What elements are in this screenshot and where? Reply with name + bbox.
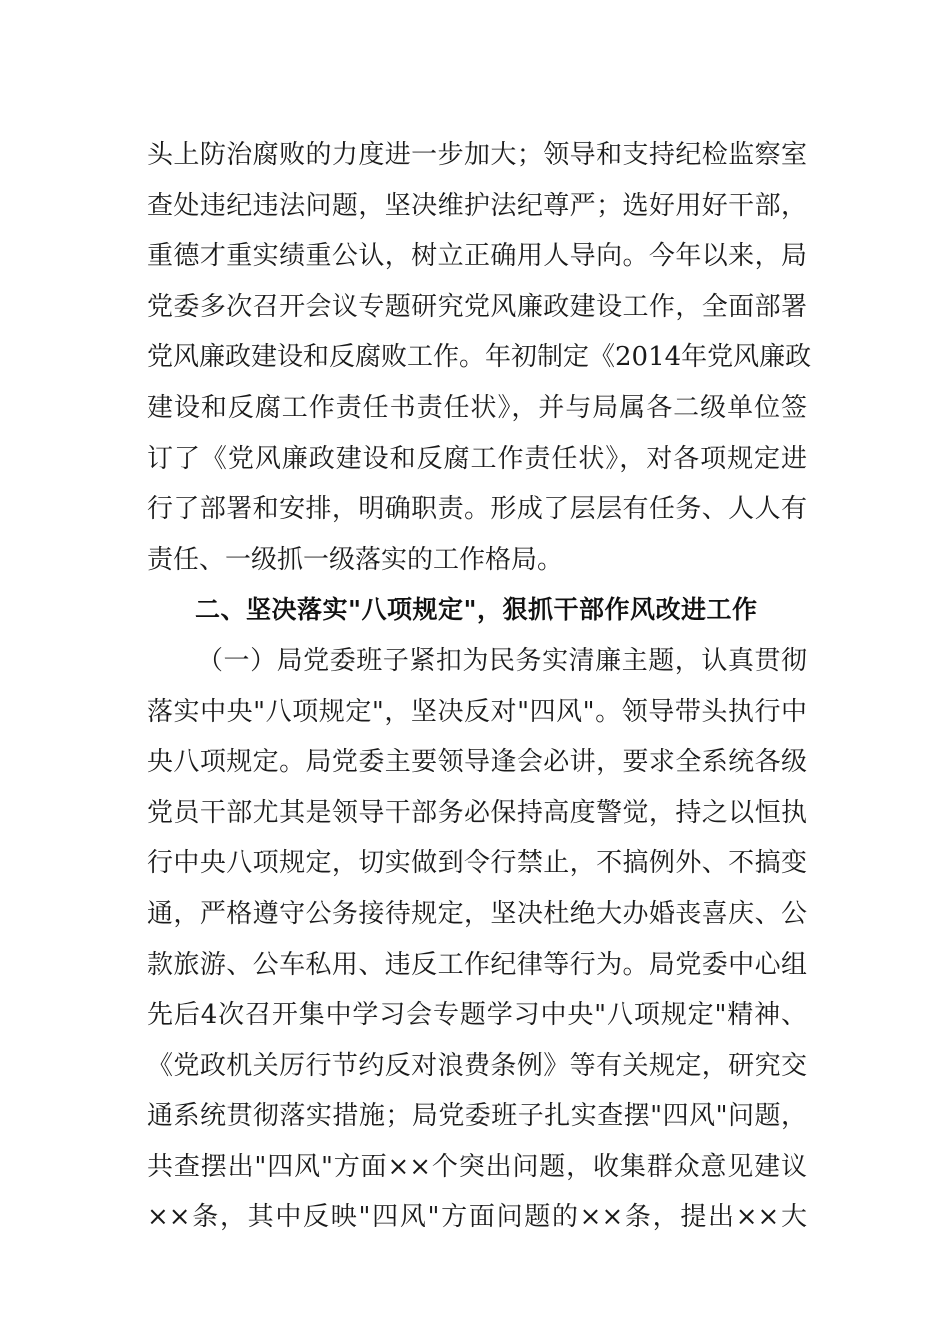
paragraph-line: 先后4次召开集中学习会专题学习中央"八项规定"精神、: [147, 1000, 807, 1031]
document-body: [147, 130, 812, 1243]
paragraph-line: 订了《党风廉政建设和反腐工作责任状》，对各项规定进: [147, 443, 807, 474]
paragraph-line: 党风廉政建设和反腐败工作。年初制定《2014年党风廉政: [147, 342, 812, 373]
paragraph-line: 落实中央"八项规定"，坚决反对"四风"。领导带头执行中: [147, 696, 807, 727]
paragraph-line: 行中央八项规定，切实做到令行禁止，不搞例外、不搞变: [147, 848, 807, 879]
paragraph-line: 通系统贯彻落实措施；局党委班子扎实查摆"四风"问题，: [147, 1101, 807, 1132]
paragraph-line: （一）局党委班子紧扣为民务实清廉主题，认真贯彻: [197, 645, 807, 676]
paragraph-line: ××条，其中反映"四风"方面问题的××条，提出××大: [147, 1202, 807, 1233]
paragraph-line: 党委多次召开会议专题研究党风廉政建设工作，全面部署: [147, 291, 807, 322]
paragraph-line: 款旅游、公车私用、违反工作纪律等行为。局党委中心组: [147, 949, 807, 980]
paragraph-line: 查处违纪违法问题，坚决维护法纪尊严；选好用好干部，: [147, 190, 807, 221]
paragraph-line: 头上防治腐败的力度进一步加大；领导和支持纪检监察室: [147, 140, 807, 170]
paragraph-line: 共查摆出"四风"方面××个突出问题，收集群众意见建议: [147, 1151, 807, 1182]
section-heading: 二、坚决落实"八项规定"，狠抓干部作风改进工作: [195, 595, 758, 625]
paragraph-line: 行了部署和安排，明确职责。形成了层层有任务、人人有: [147, 494, 807, 525]
paragraph-line: 通，严格遵守公务接待规定，坚决杜绝大办婚丧喜庆、公: [147, 898, 807, 929]
paragraph-line: 建设和反腐工作责任书责任状》，并与局属各二级单位签: [147, 392, 807, 423]
paragraph-line: 责任、一级抓一级落实的工作格局。: [147, 544, 564, 575]
paragraph-line: 央八项规定。局党委主要领导逢会必讲，要求全系统各级: [147, 747, 807, 778]
paragraph-line: 党员干部尤其是领导干部务必保持高度警觉，持之以恒执: [147, 797, 807, 828]
paragraph-line: 重德才重实绩重公认，树立正确用人导向。今年以来，局: [147, 241, 807, 272]
paragraph-line: 《党政机关厉行节约反对浪费条例》等有关规定，研究交: [147, 1050, 807, 1081]
